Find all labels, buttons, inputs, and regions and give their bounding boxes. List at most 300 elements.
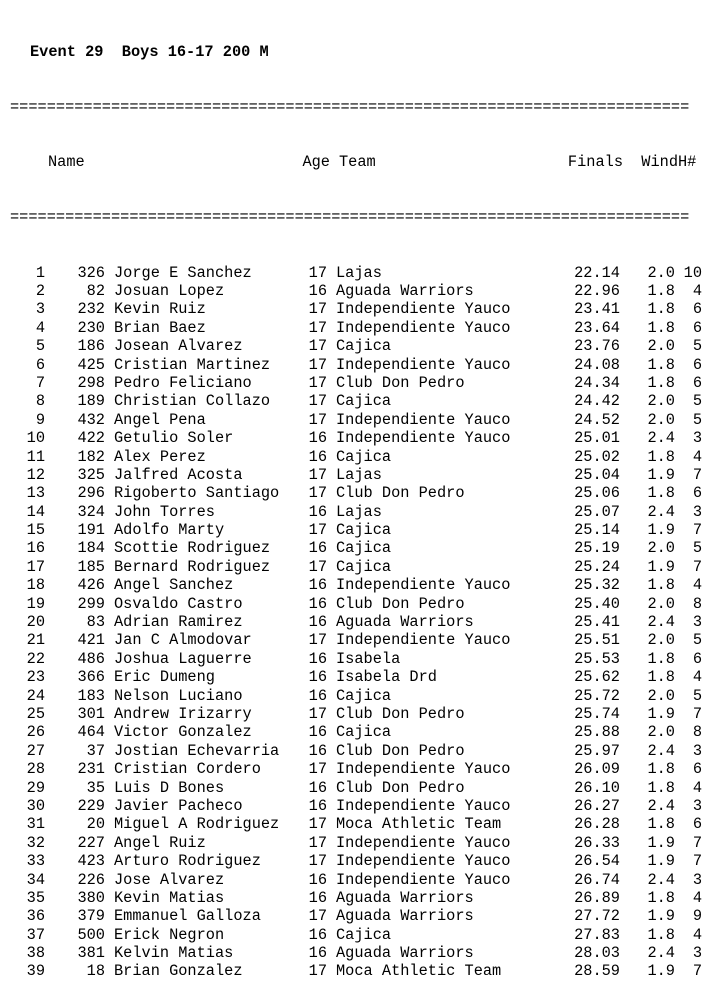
- result-bib: 301: [77, 705, 105, 723]
- result-bib: 183: [77, 686, 105, 705]
- result-wind: 1.8: [647, 815, 675, 834]
- result-finals: 23.64: [574, 318, 620, 337]
- result-bib: 37: [86, 741, 105, 760]
- result-row: [10, 815, 705, 833]
- result-finals: 25.14: [574, 521, 620, 540]
- result-age: 17: [308, 833, 327, 852]
- result-row: [10, 595, 705, 613]
- result-finals: 26.27: [574, 796, 620, 815]
- result-heat: 6: [692, 355, 702, 374]
- result-row: [10, 852, 705, 870]
- header-finals: Finals: [567, 153, 623, 172]
- result-age: 17: [308, 521, 327, 540]
- result-heat: 5: [692, 631, 702, 650]
- result-bib: 232: [77, 300, 105, 319]
- result-finals: 25.19: [574, 539, 620, 558]
- result-wind: 2.0: [647, 337, 675, 356]
- result-finals: 24.08: [574, 355, 620, 374]
- result-age: 17: [308, 705, 327, 723]
- result-heat: 3: [692, 796, 702, 815]
- result-place: 23: [26, 668, 45, 687]
- result-finals: 25.97: [574, 741, 620, 760]
- result-row: [10, 356, 705, 374]
- result-place: 16: [26, 539, 45, 558]
- result-team: Independiente Yauco: [336, 852, 511, 871]
- results-table-body: [10, 264, 705, 981]
- result-wind: 1.9: [647, 833, 675, 852]
- result-place: 37: [26, 925, 45, 944]
- result-bib: 182: [77, 447, 105, 466]
- result-finals: 26.10: [574, 778, 620, 797]
- result-place: 24: [26, 686, 45, 705]
- result-finals: 25.07: [574, 502, 620, 521]
- result-place: 34: [26, 870, 45, 889]
- result-name: Jalfred Acosta: [114, 465, 243, 484]
- result-team: Cajica: [336, 539, 392, 558]
- result-team: Independiente Yauco: [336, 631, 511, 650]
- result-name: Christian Collazo: [114, 392, 271, 411]
- result-name: Kelvin Matias: [114, 944, 234, 963]
- result-heat: 4: [692, 925, 702, 944]
- result-team: Isabela: [336, 649, 401, 668]
- result-name: Bernard Rodriguez: [114, 557, 271, 576]
- result-heat: 4: [692, 778, 702, 797]
- result-name: Rigoberto Santiago: [114, 484, 280, 503]
- result-name: Osvaldo Castro: [114, 594, 243, 613]
- result-heat: 7: [692, 962, 702, 981]
- result-heat: 8: [692, 594, 702, 613]
- result-wind: 2.4: [647, 613, 675, 632]
- result-row: [10, 962, 705, 980]
- result-place: 10: [26, 429, 45, 448]
- result-name: Miguel A Rodriguez: [114, 815, 280, 834]
- result-wind: 2.0: [647, 263, 675, 282]
- result-place: 3: [35, 300, 45, 319]
- result-name: Alex Perez: [114, 447, 206, 466]
- result-heat: 3: [692, 429, 702, 448]
- result-place: 17: [26, 557, 45, 576]
- result-row: [10, 466, 705, 484]
- result-heat: 6: [692, 373, 702, 392]
- result-finals: 24.52: [574, 410, 620, 429]
- result-bib: 421: [77, 631, 105, 650]
- header-age: Age: [302, 153, 330, 172]
- result-age: 16: [308, 668, 327, 687]
- result-place: 8: [35, 392, 45, 411]
- result-finals: 26.54: [574, 852, 620, 871]
- result-age: 16: [308, 594, 327, 613]
- result-place: 1: [35, 263, 45, 282]
- result-team: Independiente Yauco: [336, 355, 511, 374]
- result-age: 17: [308, 631, 327, 650]
- result-heat: 5: [692, 539, 702, 558]
- result-wind: 2.4: [647, 741, 675, 760]
- result-name: Angel Pena: [114, 410, 206, 429]
- result-row: [10, 319, 705, 337]
- result-row: [10, 944, 705, 962]
- result-heat: 3: [692, 870, 702, 889]
- result-place: 13: [26, 484, 45, 503]
- result-heat: 3: [692, 613, 702, 632]
- result-wind: 2.4: [647, 429, 675, 448]
- result-bib: 35: [86, 778, 105, 797]
- result-team: Independiente Yauco: [336, 796, 511, 815]
- result-finals: 25.32: [574, 576, 620, 595]
- result-row: [10, 797, 705, 815]
- result-team: Aguada Warriors: [336, 907, 474, 926]
- result-team: Independiente Yauco: [336, 760, 511, 779]
- result-team: Club Don Pedro: [336, 741, 465, 760]
- result-row: [10, 871, 705, 889]
- result-bib: 423: [77, 852, 105, 871]
- result-name: Kevin Matias: [114, 888, 225, 907]
- result-heat: 6: [692, 484, 702, 503]
- result-row: [10, 521, 705, 539]
- result-wind: 1.8: [647, 925, 675, 944]
- result-name: Pedro Feliciano: [114, 373, 252, 392]
- result-finals: 25.72: [574, 686, 620, 705]
- result-finals: 23.41: [574, 300, 620, 319]
- result-finals: 22.14: [574, 263, 620, 282]
- result-finals: 28.03: [574, 944, 620, 963]
- result-wind: 2.4: [647, 870, 675, 889]
- result-row: [10, 558, 705, 576]
- result-team: Moca Athletic Team: [336, 815, 502, 834]
- result-team: Cajica: [336, 337, 392, 356]
- result-place: 19: [26, 594, 45, 613]
- result-bib: 432: [77, 410, 105, 429]
- result-place: 30: [26, 796, 45, 815]
- result-bib: 325: [77, 465, 105, 484]
- result-bib: 229: [77, 796, 105, 815]
- result-bib: 20: [86, 815, 105, 834]
- result-place: 18: [26, 576, 45, 595]
- result-name: Brian Gonzalez: [114, 962, 243, 981]
- result-age: 17: [308, 465, 327, 484]
- result-wind: 1.9: [647, 705, 675, 723]
- result-wind: 2.0: [647, 723, 675, 742]
- result-name: Getulio Soler: [114, 429, 234, 448]
- result-wind: 1.9: [647, 962, 675, 981]
- result-wind: 1.8: [647, 373, 675, 392]
- result-row: [10, 613, 705, 631]
- result-name: Victor Gonzalez: [114, 723, 252, 742]
- result-place: 7: [35, 373, 45, 392]
- result-finals: 26.74: [574, 870, 620, 889]
- result-team: Cajica: [336, 925, 392, 944]
- result-team: Club Don Pedro: [336, 484, 465, 503]
- result-row: [10, 705, 705, 723]
- result-heat: 7: [692, 557, 702, 576]
- result-heat: 4: [692, 576, 702, 595]
- result-bib: 185: [77, 557, 105, 576]
- result-age: 16: [308, 649, 327, 668]
- result-age: 17: [308, 760, 327, 779]
- result-bib: 299: [77, 594, 105, 613]
- result-row: [10, 300, 705, 318]
- result-age: 16: [308, 870, 327, 889]
- result-name: John Torres: [114, 502, 215, 521]
- result-row: [10, 374, 705, 392]
- result-wind: 1.8: [647, 778, 675, 797]
- result-name: Scottie Rodriguez: [114, 539, 271, 558]
- result-heat: 4: [692, 447, 702, 466]
- result-place: 6: [35, 355, 45, 374]
- result-age: 17: [308, 557, 327, 576]
- result-heat: 8: [692, 723, 702, 742]
- result-name: Andrew Irizarry: [114, 705, 252, 723]
- result-wind: 2.0: [647, 410, 675, 429]
- header-team: Team: [339, 153, 376, 172]
- result-finals: 26.28: [574, 815, 620, 834]
- result-team: Lajas: [336, 502, 382, 521]
- result-row: [10, 411, 705, 429]
- result-age: 17: [308, 300, 327, 319]
- result-name: Josuan Lopez: [114, 282, 225, 301]
- result-wind: 1.8: [647, 447, 675, 466]
- result-name: Adolfo Marty: [114, 521, 225, 540]
- result-place: 21: [26, 631, 45, 650]
- result-bib: 82: [86, 282, 105, 301]
- result-place: 26: [26, 723, 45, 742]
- result-row: [10, 889, 705, 907]
- header-rule-bottom: ==========================================================================: [10, 208, 690, 227]
- result-bib: 230: [77, 318, 105, 337]
- result-name: Emmanuel Galloza: [114, 907, 261, 926]
- result-wind: 1.8: [647, 576, 675, 595]
- result-bib: 464: [77, 723, 105, 742]
- result-place: 22: [26, 649, 45, 668]
- result-team: Club Don Pedro: [336, 373, 465, 392]
- result-finals: 25.01: [574, 429, 620, 448]
- result-name: Luis D Bones: [114, 778, 225, 797]
- result-bib: 381: [77, 944, 105, 963]
- result-finals: 25.41: [574, 613, 620, 632]
- result-place: 20: [26, 613, 45, 632]
- result-finals: 26.33: [574, 833, 620, 852]
- result-row: [10, 907, 705, 925]
- result-wind: 2.4: [647, 944, 675, 963]
- column-header-row: [10, 153, 705, 171]
- result-heat: 5: [692, 392, 702, 411]
- result-age: 17: [308, 373, 327, 392]
- result-age: 16: [308, 686, 327, 705]
- result-name: Angel Sanchez: [114, 576, 234, 595]
- result-bib: 324: [77, 502, 105, 521]
- result-finals: 24.42: [574, 392, 620, 411]
- result-team: Club Don Pedro: [336, 594, 465, 613]
- result-age: 16: [308, 613, 327, 632]
- result-bib: 366: [77, 668, 105, 687]
- result-finals: 26.89: [574, 888, 620, 907]
- result-wind: 2.0: [647, 392, 675, 411]
- result-team: Isabela Drd: [336, 668, 437, 687]
- result-row: [10, 503, 705, 521]
- result-wind: 1.8: [647, 300, 675, 319]
- result-row: [10, 723, 705, 741]
- result-team: Independiente Yauco: [336, 318, 511, 337]
- result-name: Josean Alvarez: [114, 337, 243, 356]
- result-bib: 298: [77, 373, 105, 392]
- result-name: Erick Negron: [114, 925, 225, 944]
- result-heat: 6: [692, 815, 702, 834]
- result-team: Cajica: [336, 521, 392, 540]
- result-heat: 5: [692, 686, 702, 705]
- result-name: Jorge E Sanchez: [114, 263, 252, 282]
- result-team: Club Don Pedro: [336, 705, 465, 723]
- result-wind: 1.9: [647, 907, 675, 926]
- result-bib: 83: [86, 613, 105, 632]
- result-heat: 4: [692, 668, 702, 687]
- result-place: 5: [35, 337, 45, 356]
- result-finals: 28.59: [574, 962, 620, 981]
- result-age: 17: [308, 484, 327, 503]
- result-heat: 3: [692, 741, 702, 760]
- result-wind: 1.9: [647, 557, 675, 576]
- result-heat: 6: [692, 318, 702, 337]
- result-heat: 9: [692, 907, 702, 926]
- result-age: 17: [308, 263, 327, 282]
- result-team: Independiente Yauco: [336, 410, 511, 429]
- result-place: 36: [26, 907, 45, 926]
- result-team: Aguada Warriors: [336, 888, 474, 907]
- result-bib: 422: [77, 429, 105, 448]
- result-place: 33: [26, 852, 45, 871]
- header-heat: H#: [678, 153, 697, 172]
- result-finals: 25.24: [574, 557, 620, 576]
- result-wind: 1.9: [647, 465, 675, 484]
- result-age: 16: [308, 576, 327, 595]
- result-team: Club Don Pedro: [336, 778, 465, 797]
- result-team: Independiente Yauco: [336, 576, 511, 595]
- result-row: [10, 282, 705, 300]
- result-bib: 486: [77, 649, 105, 668]
- result-name: Brian Baez: [114, 318, 206, 337]
- result-row: [10, 926, 705, 944]
- result-bib: 426: [77, 576, 105, 595]
- result-heat: 6: [692, 300, 702, 319]
- result-row: [10, 429, 705, 447]
- result-row: [10, 687, 705, 705]
- result-team: Independiente Yauco: [336, 833, 511, 852]
- result-name: Kevin Ruiz: [114, 300, 206, 319]
- result-name: Joshua Laguerre: [114, 649, 252, 668]
- result-age: 16: [308, 723, 327, 742]
- result-age: 16: [308, 944, 327, 963]
- result-age: 16: [308, 447, 327, 466]
- result-age: 17: [308, 852, 327, 871]
- result-heat: 7: [692, 833, 702, 852]
- result-heat: 7: [692, 705, 702, 723]
- result-age: 17: [308, 410, 327, 429]
- result-age: 17: [308, 962, 327, 981]
- result-finals: 25.40: [574, 594, 620, 613]
- result-team: Independiente Yauco: [336, 300, 511, 319]
- result-name: Javier Pacheco: [114, 796, 243, 815]
- result-finals: 25.53: [574, 649, 620, 668]
- header-name: Name: [48, 153, 85, 172]
- result-age: 17: [308, 355, 327, 374]
- result-row: [10, 760, 705, 778]
- result-place: 39: [26, 962, 45, 981]
- result-row: [10, 539, 705, 557]
- result-bib: 191: [77, 521, 105, 540]
- header-wind: Wind: [641, 153, 678, 172]
- result-row: [10, 576, 705, 594]
- result-place: 38: [26, 944, 45, 963]
- result-wind: 1.8: [647, 649, 675, 668]
- result-bib: 227: [77, 833, 105, 852]
- result-wind: 1.8: [647, 355, 675, 374]
- result-bib: 500: [77, 925, 105, 944]
- result-place: 12: [26, 465, 45, 484]
- result-bib: 379: [77, 907, 105, 926]
- result-age: 17: [308, 907, 327, 926]
- result-heat: 6: [692, 760, 702, 779]
- result-team: Independiente Yauco: [336, 870, 511, 889]
- result-name: Jostian Echevarria: [114, 741, 280, 760]
- result-row: [10, 337, 705, 355]
- result-finals: 22.96: [574, 282, 620, 301]
- result-team: Cajica: [336, 723, 392, 742]
- result-row: [10, 650, 705, 668]
- result-finals: 25.06: [574, 484, 620, 503]
- result-place: 35: [26, 888, 45, 907]
- header-rule-top: ==========================================================================: [10, 98, 690, 117]
- result-bib: 380: [77, 888, 105, 907]
- result-row: [10, 779, 705, 797]
- results-document: [10, 6, 705, 999]
- result-heat: 5: [692, 337, 702, 356]
- result-heat: 3: [692, 502, 702, 521]
- result-finals: 27.83: [574, 925, 620, 944]
- result-name: Cristian Martinez: [114, 355, 271, 374]
- result-heat: 7: [692, 852, 702, 871]
- result-name: Jose Alvarez: [114, 870, 225, 889]
- result-age: 16: [308, 741, 327, 760]
- result-age: 16: [308, 796, 327, 815]
- result-heat: 4: [692, 282, 702, 301]
- result-row: [10, 631, 705, 649]
- result-wind: 2.0: [647, 539, 675, 558]
- result-wind: 1.8: [647, 318, 675, 337]
- result-age: 16: [308, 778, 327, 797]
- result-bib: 231: [77, 760, 105, 779]
- result-bib: 18: [86, 962, 105, 981]
- result-heat: 7: [692, 465, 702, 484]
- result-age: 16: [308, 429, 327, 448]
- result-bib: 326: [77, 263, 105, 282]
- result-heat: 10: [683, 263, 702, 282]
- result-team: Lajas: [336, 263, 382, 282]
- result-place: 4: [35, 318, 45, 337]
- result-team: Aguada Warriors: [336, 282, 474, 301]
- result-team: Moca Athletic Team: [336, 962, 502, 981]
- result-name: Angel Ruiz: [114, 833, 206, 852]
- result-age: 17: [308, 815, 327, 834]
- result-wind: 1.8: [647, 888, 675, 907]
- result-finals: 26.09: [574, 760, 620, 779]
- result-bib: 189: [77, 392, 105, 411]
- result-name: Adrian Ramirez: [114, 613, 243, 632]
- result-place: 15: [26, 521, 45, 540]
- result-finals: 25.51: [574, 631, 620, 650]
- result-team: Independiente Yauco: [336, 429, 511, 448]
- result-team: Cajica: [336, 392, 392, 411]
- result-finals: 25.02: [574, 447, 620, 466]
- result-finals: 25.04: [574, 465, 620, 484]
- result-age: 17: [308, 337, 327, 356]
